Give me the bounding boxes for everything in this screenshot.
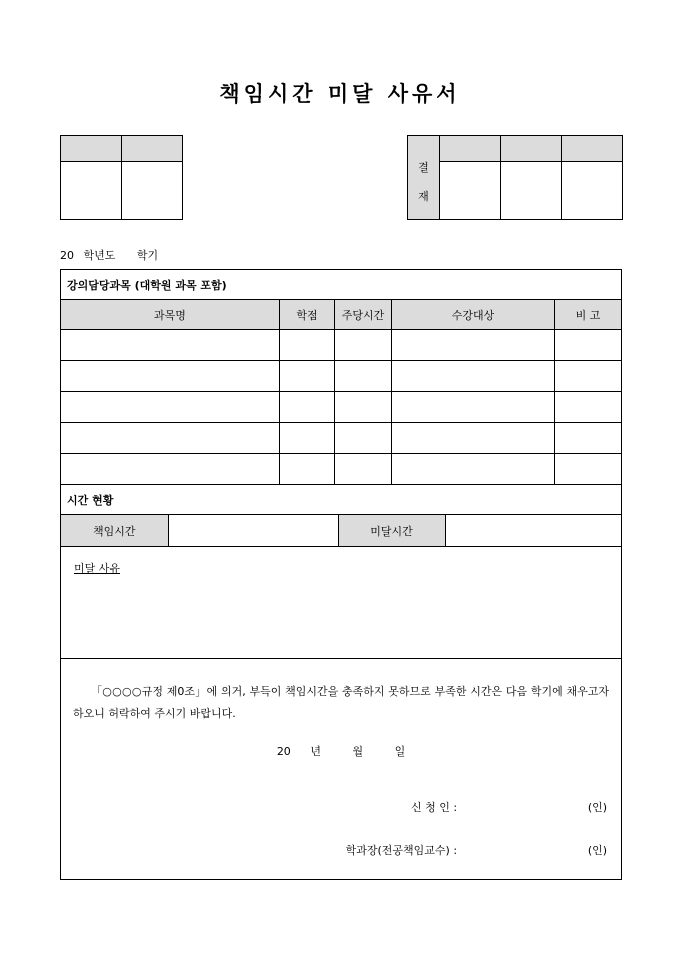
table-row: [61, 330, 622, 361]
target-cell[interactable]: [392, 361, 555, 392]
time-status-table: [61, 515, 621, 546]
weekly-hours-cell[interactable]: [335, 330, 392, 361]
approval-header-cell: [501, 136, 562, 162]
table-row: [61, 454, 622, 485]
reason-label: 미달 사유: [74, 562, 121, 575]
credits-cell[interactable]: [280, 330, 335, 361]
subject-cell[interactable]: [61, 423, 280, 454]
weekly-hours-cell[interactable]: [335, 423, 392, 454]
term-year-prefix: 20: [60, 249, 74, 262]
date-year-prefix: 20: [276, 745, 291, 758]
credits-cell[interactable]: [280, 361, 335, 392]
term-year-label: 학년도: [83, 249, 116, 262]
time-status-row: [61, 515, 622, 547]
subject-cell[interactable]: [61, 392, 280, 423]
required-hours-label: 책임시간: [61, 515, 168, 546]
subject-cell[interactable]: [61, 330, 280, 361]
date-line: [61, 743, 621, 759]
approval-header-cell: [440, 136, 501, 162]
weekly-hours-cell[interactable]: [335, 454, 392, 485]
table-row: [61, 423, 622, 454]
shortfall-hours-value[interactable]: [445, 515, 621, 546]
dept-head-label: 학과장(전공책임교수) :: [345, 844, 458, 857]
target-cell[interactable]: [392, 392, 555, 423]
left-box-header-cell: [122, 136, 183, 162]
credits-cell[interactable]: [280, 423, 335, 454]
shortfall-hours-label: 미달시간: [338, 515, 445, 546]
header-subject: 과목명: [61, 300, 280, 330]
approval-box: [407, 135, 623, 220]
target-cell[interactable]: [392, 330, 555, 361]
remarks-cell[interactable]: [555, 361, 622, 392]
remarks-cell[interactable]: [555, 392, 622, 423]
statement-text: 「○○○○규정 제0조」에 의거, 부득이 책임시간을 충족하지 못하므로 부족한 시간은 다음 학기에 채우고자 하오니 허락하여 주시기 바랍니다.: [73, 685, 610, 720]
header-weekly-hours: 주당시간: [335, 300, 392, 330]
term-semester-label: 학기: [136, 249, 159, 262]
weekly-hours-cell[interactable]: [335, 361, 392, 392]
approval-sign-cell[interactable]: [562, 162, 623, 220]
required-hours-value[interactable]: [168, 515, 338, 546]
approval-label-top: 결: [418, 160, 429, 174]
table-row: [61, 392, 622, 423]
left-box-header-cell: [61, 136, 122, 162]
subject-cell[interactable]: [61, 454, 280, 485]
approval-sign-cell[interactable]: [440, 162, 501, 220]
time-section-title: 시간 현황: [61, 485, 622, 515]
main-form-table: [60, 269, 622, 880]
credits-cell[interactable]: [280, 392, 335, 423]
applicant-label: 신 청 인 :: [410, 801, 458, 814]
left-box-cell[interactable]: [61, 162, 122, 220]
approval-header-cell: [562, 136, 623, 162]
approval-label-bottom: 재: [418, 189, 429, 203]
remarks-cell[interactable]: [555, 454, 622, 485]
document-title: 책임시간 미달 사유서: [219, 81, 461, 106]
table-row: [61, 361, 622, 392]
header-remarks: 비 고: [555, 300, 622, 330]
applicant-seal: (인): [587, 801, 608, 814]
approval-sign-cell[interactable]: [501, 162, 562, 220]
remarks-cell[interactable]: [555, 330, 622, 361]
dept-head-seal: (인): [587, 844, 608, 857]
term-line: [60, 247, 164, 263]
date-month: 월: [352, 745, 364, 758]
remarks-cell[interactable]: [555, 423, 622, 454]
target-cell[interactable]: [392, 423, 555, 454]
header-credits: 학점: [280, 300, 335, 330]
left-box: [60, 135, 183, 220]
lecture-section-title: 강의담당과목 (대학원 과목 포함): [61, 270, 622, 300]
date-year: 년: [310, 745, 321, 758]
approval-label: [408, 136, 440, 220]
header-target-students: 수강대상: [392, 300, 555, 330]
target-cell[interactable]: [392, 454, 555, 485]
reason-box[interactable]: [61, 547, 622, 659]
subject-cell[interactable]: [61, 361, 280, 392]
weekly-hours-cell[interactable]: [335, 392, 392, 423]
date-day: 일: [394, 745, 406, 758]
left-box-cell[interactable]: [122, 162, 183, 220]
credits-cell[interactable]: [280, 454, 335, 485]
statement-box: [61, 659, 622, 880]
